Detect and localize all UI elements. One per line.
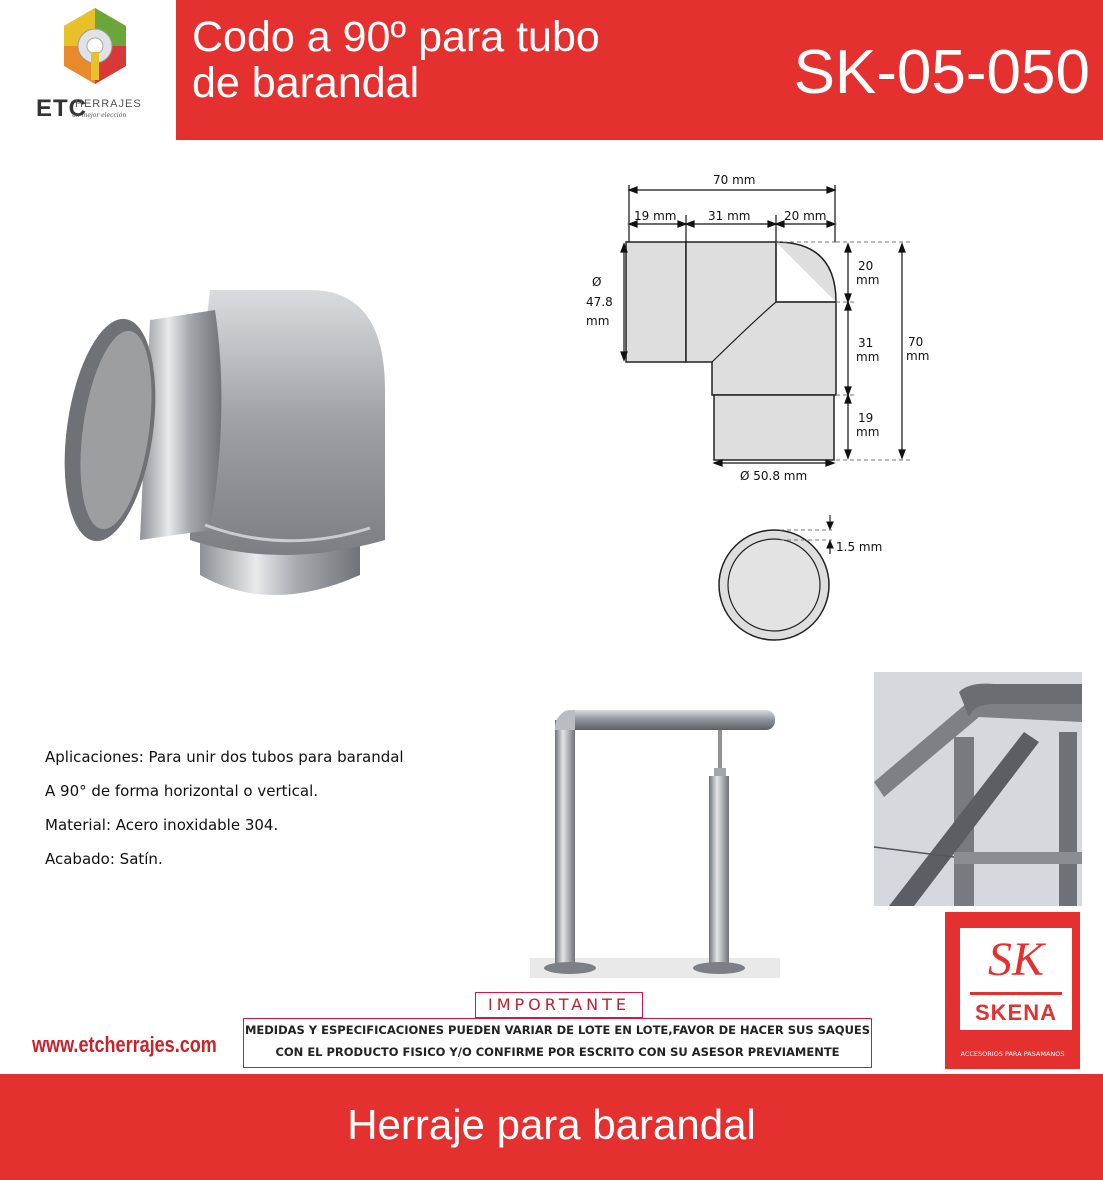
dim-right-total-unit: mm <box>906 349 930 363</box>
brand-name: SKENA <box>974 1000 1057 1025</box>
description-line: Material: Acero inoxidable 304. <box>45 816 279 834</box>
brand-mark: SK <box>987 933 1044 986</box>
notice-label: IMPORTANTE <box>475 992 643 1018</box>
description-line: A 90° de forma horizontal o vertical. <box>45 782 319 800</box>
dim-right-b-unit: mm <box>856 350 880 364</box>
page-title: Codo a 90º para tubo de barandal <box>192 13 600 107</box>
notice-box <box>243 1018 872 1068</box>
footer-title: Herraje para barandal <box>347 1101 756 1148</box>
header <box>0 0 1103 140</box>
dim-left-unit: mm <box>586 314 610 328</box>
dim-bottom-diameter: Ø 50.8 mm <box>740 469 808 483</box>
technical-diagram <box>580 160 950 670</box>
product-photo <box>40 270 400 630</box>
brand-divider <box>970 992 1062 995</box>
elbow-profile-drawing <box>626 242 836 460</box>
logo-secondary-text: HERRAJES <box>75 98 142 110</box>
dim-right-total: 70 <box>908 335 924 349</box>
dim-right-b: 31 <box>858 336 874 350</box>
dim-right-a: 20 <box>858 259 874 273</box>
notice-line-1: MEDIDAS Y ESPECIFICACIONES PUEDEN VARIAR DE LOTE EN LOTE,FAVOR DE HACER SUS SAQUES <box>244 1023 871 1037</box>
railing-example-image <box>530 700 790 982</box>
dim-wall-thickness: 1.5 mm <box>836 540 883 554</box>
tube-cross-section <box>719 515 882 640</box>
product-description <box>45 742 485 878</box>
company-logo <box>0 0 176 140</box>
description-line: Aplicaciones: Para unir dos tubos para barandal <box>45 748 404 766</box>
brand-subtitle: ACCESORIOS PARA PASAMANOS <box>960 1050 1065 1058</box>
dim-right-c: 19 <box>858 411 874 425</box>
dim-top-c: 20 mm <box>784 209 827 223</box>
dim-right-c-unit: mm <box>856 425 880 439</box>
description-line: Acabado: Satín. <box>45 850 163 868</box>
dim-top-b: 31 mm <box>708 209 751 223</box>
website-link[interactable]: www.etcherrajes.com <box>32 1032 217 1057</box>
dim-right-a-unit: mm <box>856 273 880 287</box>
notice-line-2: CON EL PRODUCTO FISICO Y/O CONFIRME POR ESCRITO CON SU ASESOR PREVIAMENTE <box>275 1045 840 1059</box>
dim-left-value: 47.8 <box>586 295 613 309</box>
installation-photo <box>874 672 1082 906</box>
logo-main-text: ETC <box>36 95 87 122</box>
dim-top-a: 19 mm <box>634 209 677 223</box>
dim-diameter-symbol: Ø <box>592 275 602 289</box>
dim-top-total: 70 mm <box>713 173 756 187</box>
logo-hexagon-icon <box>60 6 130 94</box>
logo-tagline: un mejor elección <box>72 112 127 119</box>
product-code: SK-05-050 <box>793 38 1090 107</box>
